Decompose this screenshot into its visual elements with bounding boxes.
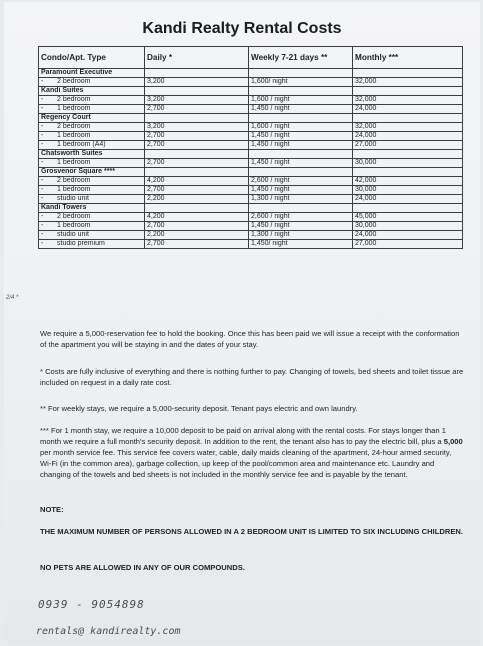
- empty-cell: [249, 69, 353, 78]
- unit-type-label: 1 bedroom: [57, 159, 91, 166]
- unit-type-label: 1 bedroom: [57, 186, 91, 193]
- empty-cell: [353, 150, 463, 159]
- empty-cell: [353, 114, 463, 123]
- monthly-note-part-2: per month service fee. This service fee covers water, cable, daily maids cleaning of the apartment, 24-hour armed security, Wi-Fi (in the common area), garbage collection, up keep of the pool/common area and maintenance etc. Laundry and changing of the towels and bed sheets is not included in the monthly service fee and is payable by the tenant.: [40, 448, 452, 479]
- weekly-rate-cell: 2,600 / night: [249, 213, 353, 222]
- note-label: NOTE:: [40, 505, 64, 514]
- daily-rate-cell: 3,200: [145, 96, 249, 105]
- empty-cell: [249, 204, 353, 213]
- table-group-row: [39, 168, 463, 177]
- table-group-row: [39, 87, 463, 96]
- table-row: [39, 195, 463, 204]
- table-row: [39, 123, 463, 132]
- empty-cell: [145, 114, 249, 123]
- bullet-dash: -: [41, 78, 44, 85]
- unit-type-cell: [39, 240, 145, 249]
- table-group-row: [39, 114, 463, 123]
- table-body: [39, 69, 463, 249]
- property-name: Paramount Executive: [39, 69, 145, 78]
- empty-cell: [145, 150, 249, 159]
- monthly-rate-cell: 27,000: [353, 240, 463, 249]
- monthly-rate-cell: 45,000: [353, 213, 463, 222]
- bullet-dash: -: [41, 159, 44, 166]
- empty-cell: [145, 204, 249, 213]
- property-name: Grosvenor Square ****: [39, 168, 145, 177]
- table-group-row: [39, 204, 463, 213]
- property-name: Chatsworth Suites: [39, 150, 145, 159]
- unit-type-cell: [39, 123, 145, 132]
- table-row: [39, 132, 463, 141]
- weekly-rate-cell: 1,600 / night: [249, 123, 353, 132]
- unit-type-cell: [39, 132, 145, 141]
- daily-rate-cell: 3,200: [145, 123, 249, 132]
- empty-cell: [249, 150, 353, 159]
- rental-rates-table: [38, 46, 463, 249]
- table-row: [39, 78, 463, 87]
- monthly-rate-cell: 24,000: [353, 105, 463, 114]
- weekly-rate-cell: 1,300 / night: [249, 195, 353, 204]
- daily-rate-cell: 2,700: [145, 132, 249, 141]
- empty-cell: [353, 204, 463, 213]
- unit-type-cell: [39, 195, 145, 204]
- daily-rate-cell: 2,700: [145, 186, 249, 195]
- daily-rate-cell: 2,700: [145, 240, 249, 249]
- daily-rate-cell: 2,700: [145, 105, 249, 114]
- bullet-dash: -: [41, 240, 44, 247]
- unit-type-cell: [39, 222, 145, 231]
- monthly-rate-cell: 30,000: [353, 186, 463, 195]
- table-group-row: [39, 69, 463, 78]
- unit-type-cell: [39, 105, 145, 114]
- bullet-dash: -: [41, 186, 44, 193]
- empty-cell: [353, 69, 463, 78]
- unit-type-label: 1 bedroom: [57, 105, 91, 112]
- unit-type-cell: [39, 78, 145, 87]
- bullet-dash: -: [41, 177, 44, 184]
- unit-type-cell: [39, 186, 145, 195]
- monthly-rate-cell: 32,000: [353, 96, 463, 105]
- weekly-rate-cell: 1,450/ night: [249, 240, 353, 249]
- monthly-rate-cell: 32,000: [353, 123, 463, 132]
- unit-type-label: studio unit: [57, 231, 89, 238]
- monthly-note: [40, 425, 464, 480]
- service-fee-amount: 5,000: [443, 437, 463, 446]
- unit-type-cell: [39, 177, 145, 186]
- weekly-rate-cell: 1,450 / night: [249, 186, 353, 195]
- bullet-dash: -: [41, 105, 44, 112]
- unit-type-label: studio unit: [57, 195, 89, 202]
- document-page: [4, 2, 480, 644]
- bullet-dash: -: [41, 222, 44, 229]
- empty-cell: [145, 69, 249, 78]
- table-row: [39, 105, 463, 114]
- unit-type-label: 2 bedroom: [57, 96, 91, 103]
- empty-cell: [145, 87, 249, 96]
- daily-rate-cell: 2,700: [145, 159, 249, 168]
- daily-rate-cell: 2,200: [145, 231, 249, 240]
- weekly-rate-cell: 1,450 / night: [249, 132, 353, 141]
- reservation-paragraph: We require a 5,000-reservation fee to hold the booking. Once this has been paid we will issue a receipt with the conformation of the apartment you will be staying in and the dates of your stay.: [40, 329, 460, 349]
- unit-type-label: 2 bedroom: [57, 177, 91, 184]
- unit-type-label: 1 bedroom (A4): [57, 141, 106, 148]
- monthly-rate-cell: 32,000: [353, 78, 463, 87]
- monthly-rate-cell: 24,000: [353, 231, 463, 240]
- unit-type-cell: [39, 96, 145, 105]
- empty-cell: [353, 87, 463, 96]
- bullet-dash: -: [41, 231, 44, 238]
- monthly-rate-cell: 27,000: [353, 141, 463, 150]
- monthly-rate-cell: 24,000: [353, 195, 463, 204]
- page-title: Kandi Realty Rental Costs: [142, 20, 342, 37]
- monthly-rate-cell: 24,000: [353, 132, 463, 141]
- weekly-rate-cell: 1,450 / night: [249, 222, 353, 231]
- monthly-rate-cell: 30,000: [353, 222, 463, 231]
- daily-rate-cell: 2,200: [145, 195, 249, 204]
- margin-annotation: 2/4 *: [6, 295, 19, 301]
- daily-note: * Costs are fully inclusive of everything and there is nothing further to pay. Changing of towels, bed sheets and toilet tissue are included on request in a daily rate cost.: [40, 367, 464, 387]
- table-row: [39, 213, 463, 222]
- max-persons-note: THE MAXIMUM NUMBER OF PERSONS ALLOWED IN A 2 BEDROOM UNIT IS LIMITED TO SIX INCLUDING CHILDREN.: [40, 527, 464, 536]
- no-pets-note: NO PETS ARE ALLOWED IN ANY OF OUR COMPOUNDS.: [40, 563, 245, 572]
- weekly-rate-cell: 1,600 / night: [249, 96, 353, 105]
- weekly-rate-cell: 1,300 / night: [249, 231, 353, 240]
- empty-cell: [249, 168, 353, 177]
- daily-rate-cell: 4,200: [145, 177, 249, 186]
- handwritten-phone: 0939 - 9054898: [38, 598, 145, 611]
- monthly-rate-cell: 30,000: [353, 159, 463, 168]
- daily-rate-cell: 4,200: [145, 213, 249, 222]
- monthly-rate-cell: 42,000: [353, 177, 463, 186]
- unit-type-label: 1 bedroom: [57, 222, 91, 229]
- property-name: Kandi Suites: [39, 87, 145, 96]
- daily-rate-cell: 2,700: [145, 141, 249, 150]
- table-header-row: [39, 47, 463, 69]
- table-group-row: [39, 150, 463, 159]
- unit-type-cell: [39, 159, 145, 168]
- weekly-rate-cell: 2,600 / night: [249, 177, 353, 186]
- bullet-dash: -: [41, 132, 44, 139]
- unit-type-label: 2 bedroom: [57, 78, 91, 85]
- bullet-dash: -: [41, 141, 44, 148]
- weekly-rate-cell: 1,450 / night: [249, 159, 353, 168]
- monthly-note-part-1: *** For 1 month stay, we require a 10,000 deposit to be paid on arrival along with the rental costs. For stays longer than 1 month we require a full month's security deposit. In addition to the rent, the tenant also has to pay the electric bill, plus a: [40, 426, 446, 446]
- unit-type-cell: [39, 231, 145, 240]
- daily-rate-cell: 3,200: [145, 78, 249, 87]
- empty-cell: [353, 168, 463, 177]
- table-row: [39, 240, 463, 249]
- header-weekly: Weekly 7-21 days **: [249, 47, 353, 69]
- weekly-note: ** For weekly stays, we require a 5,000-security deposit. Tenant pays electric and own laundry.: [40, 404, 358, 413]
- header-condo-type: Condo/Apt. Type: [39, 47, 145, 69]
- table-row: [39, 96, 463, 105]
- header-daily: Daily *: [145, 47, 249, 69]
- table-row: [39, 177, 463, 186]
- weekly-rate-cell: 1,450 / night: [249, 105, 353, 114]
- table-row: [39, 186, 463, 195]
- table-row: [39, 222, 463, 231]
- table-row: [39, 231, 463, 240]
- empty-cell: [145, 168, 249, 177]
- table-row: [39, 159, 463, 168]
- bullet-dash: -: [41, 213, 44, 220]
- empty-cell: [249, 87, 353, 96]
- unit-type-cell: [39, 213, 145, 222]
- table-row: [39, 141, 463, 150]
- bullet-dash: -: [41, 123, 44, 130]
- handwritten-email: rentals@ kandirealty.com: [36, 626, 181, 637]
- empty-cell: [249, 114, 353, 123]
- daily-rate-cell: 2,700: [145, 222, 249, 231]
- unit-type-label: studio premium: [57, 240, 105, 247]
- unit-type-cell: [39, 141, 145, 150]
- bullet-dash: -: [41, 96, 44, 103]
- property-name: Regency Court: [39, 114, 145, 123]
- unit-type-label: 2 bedroom: [57, 213, 91, 220]
- property-name: Kandi Towers: [39, 204, 145, 213]
- weekly-rate-cell: 1,450 / night: [249, 141, 353, 150]
- bullet-dash: -: [41, 195, 44, 202]
- weekly-rate-cell: 1,600/ night: [249, 78, 353, 87]
- unit-type-label: 1 bedroom: [57, 132, 91, 139]
- header-monthly: Monthly ***: [353, 47, 463, 69]
- unit-type-label: 2 bedroom: [57, 123, 91, 130]
